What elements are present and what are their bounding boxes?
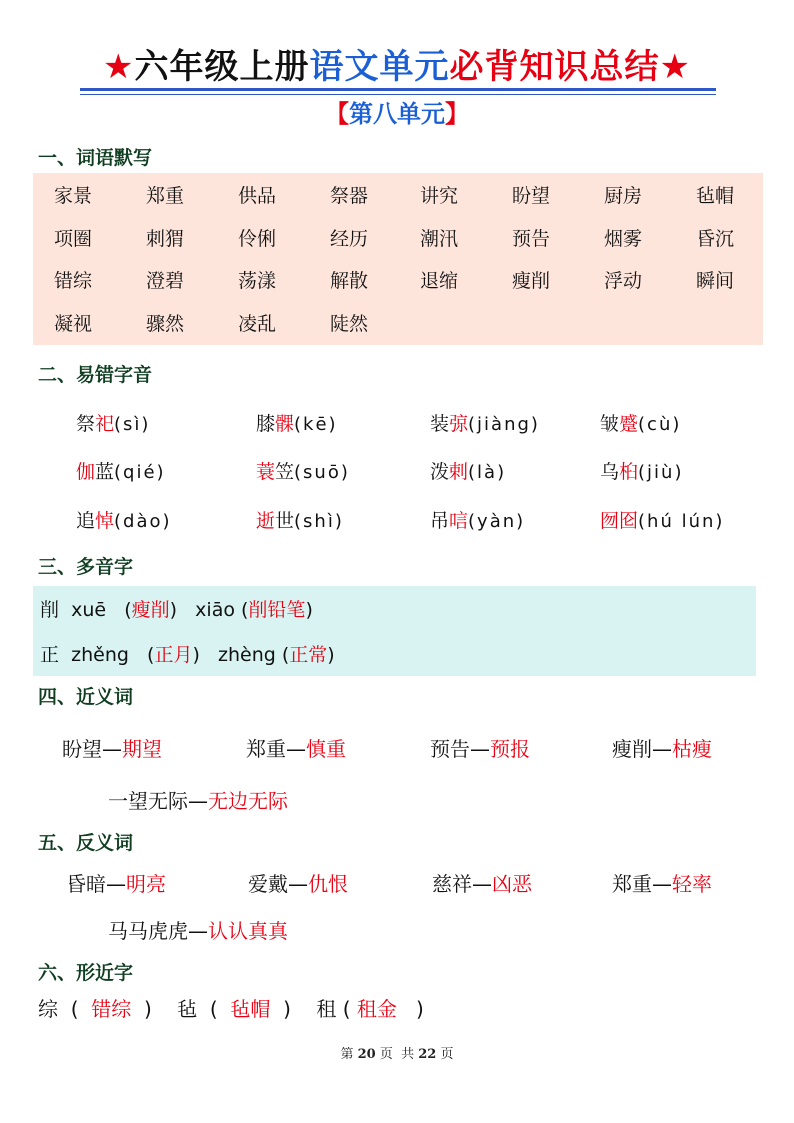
- pinyin: (qié): [114, 462, 166, 483]
- vocab-word: 昏沉: [696, 228, 735, 250]
- vocab-word: 厨房: [604, 185, 643, 207]
- vocab-word: 解散: [330, 270, 369, 292]
- pinyin: (jiù): [638, 462, 684, 483]
- antonym-pair: [248, 870, 348, 898]
- pron-char: 乌: [600, 461, 620, 483]
- title-subject: 语文单元: [309, 47, 450, 87]
- synonym-pair-match: 无边无际: [208, 789, 288, 813]
- vocab-word: 退缩: [420, 270, 459, 292]
- vocab-word: 荡漾: [238, 270, 277, 292]
- pron-char-highlight: 囫囵: [600, 510, 639, 532]
- bracket-right: 】: [445, 100, 469, 128]
- dash: —: [470, 737, 490, 761]
- pronunciation-item: [430, 508, 525, 535]
- synonym-pair: [62, 735, 162, 763]
- dash: —: [652, 872, 672, 896]
- polyphone-char: 正: [40, 644, 60, 666]
- title-summary: 必背知识总结: [449, 47, 660, 87]
- vocab-word: 盼望: [512, 185, 551, 207]
- vocab-word: 毡帽: [696, 185, 735, 207]
- antonym-pair-word: 慈祥: [432, 872, 472, 896]
- pron-char: 追: [76, 510, 96, 532]
- dash: —: [102, 737, 122, 761]
- pronunciation-item: [76, 411, 150, 438]
- pron-char: 祭: [76, 413, 96, 435]
- pron-char-highlight: 弶: [449, 413, 469, 435]
- pinyin: (sì): [114, 414, 151, 435]
- antonym-pair-match: 仇恨: [308, 872, 348, 896]
- vocab-word: 供品: [238, 185, 277, 207]
- synonym-pair-match: 预报: [490, 737, 530, 761]
- vocab-box: [33, 173, 763, 345]
- polyphone-word: 瘦削: [131, 599, 170, 621]
- pronunciation-item: [256, 459, 350, 486]
- polyphone-reading: zhèng: [218, 644, 276, 666]
- pron-char: 蓝: [95, 461, 115, 483]
- page-title: [0, 44, 794, 90]
- pronunciation-item: [600, 508, 724, 535]
- polyphone-reading: xuē: [71, 599, 107, 621]
- similar-char: 毡: [177, 997, 198, 1021]
- antonym-pair-match: 明亮: [126, 872, 166, 896]
- pron-char: 笠: [275, 461, 295, 483]
- pron-char-highlight: 祀: [95, 413, 115, 435]
- similar-chars-row: 综 ( 错综 ) 毡 ( 毡帽 ) 租 ( 租金 ): [38, 997, 424, 1021]
- vocab-word: 潮汛: [420, 228, 459, 250]
- pron-char-highlight: 桕: [619, 461, 639, 483]
- similar-word: 错综: [91, 997, 132, 1021]
- antonym-pair: [108, 917, 288, 945]
- pinyin: (hú lún): [638, 511, 725, 532]
- footer-text: 第: [340, 1047, 354, 1062]
- pronunciation-item: [430, 459, 506, 486]
- dash: —: [472, 872, 492, 896]
- pronunciation-item: [430, 411, 540, 438]
- pronunciation-item: [76, 459, 166, 486]
- section-title-pronunciation: 二、易错字音: [38, 364, 153, 386]
- pron-char-highlight: 剌: [449, 461, 469, 483]
- pron-char-highlight: 逝: [256, 510, 276, 532]
- antonym-pair-word: 昏暗: [66, 872, 106, 896]
- vocab-word: 瞬间: [696, 270, 735, 292]
- vocab-word: 刺猬: [146, 228, 185, 250]
- synonym-pair-word: 盼望: [62, 737, 102, 761]
- similar-char: 租: [316, 997, 337, 1021]
- pron-char: 泼: [430, 461, 450, 483]
- page-number: 20: [357, 1047, 376, 1062]
- polyphone-reading: xiāo: [195, 599, 235, 621]
- pron-char-highlight: 髁: [275, 413, 295, 435]
- antonym-pair: [432, 870, 532, 898]
- polyphone-word: 正常: [289, 644, 328, 666]
- vocab-word: 祭器: [330, 185, 369, 207]
- polyphone-word: 正月: [154, 644, 193, 666]
- polyphone-reading: zhěng: [71, 644, 129, 666]
- vocab-word: 骤然: [146, 313, 185, 335]
- vocab-word: 错综: [54, 270, 93, 292]
- pronunciation-item: [600, 411, 681, 438]
- vocab-word: 经历: [330, 228, 369, 250]
- pron-char: 膝: [256, 413, 276, 435]
- pinyin: (dào): [114, 511, 172, 532]
- antonym-pair-match: 凶恶: [492, 872, 532, 896]
- synonym-pair-word: 郑重: [246, 737, 286, 761]
- section-title-antonyms: 五、反义词: [38, 832, 134, 854]
- dash: —: [652, 737, 672, 761]
- pron-char: 皱: [600, 413, 620, 435]
- vocab-word: 家景: [54, 185, 93, 207]
- section-title-synonyms: 四、近义词: [38, 686, 134, 708]
- dash: —: [106, 872, 126, 896]
- antonym-pair: [66, 870, 166, 898]
- star-icon: ★: [659, 47, 691, 87]
- pron-char: 世: [275, 510, 295, 532]
- bracket-left: 【: [325, 100, 349, 128]
- footer-text: 页 共: [379, 1047, 415, 1062]
- polyphone-row: 正 zhěng (正月) zhèng (正常): [40, 644, 335, 666]
- vocab-word: 瘦削: [512, 270, 551, 292]
- vocab-word: 讲究: [420, 185, 459, 207]
- title-grade: 六年级上册: [134, 47, 310, 87]
- pronunciation-item: [600, 459, 684, 486]
- pronunciation-item: [256, 411, 338, 438]
- section-title-polyphones: 三、多音字: [38, 556, 134, 578]
- pron-char: 装: [430, 413, 450, 435]
- vocab-word: 陡然: [330, 313, 369, 335]
- synonym-pair-word: 瘦削: [612, 737, 652, 761]
- dash: —: [288, 872, 308, 896]
- section-title-similar-chars: 六、形近字: [38, 962, 134, 984]
- vocab-word: 凝视: [54, 313, 93, 335]
- pinyin: (jiàng): [468, 414, 540, 435]
- similar-word: 毡帽: [230, 997, 271, 1021]
- page-footer: [0, 1043, 794, 1062]
- dash: —: [286, 737, 306, 761]
- section-title-vocab: 一、词语默写: [38, 147, 153, 169]
- pron-char-highlight: 唁: [449, 510, 469, 532]
- page-total: 22: [418, 1047, 437, 1062]
- vocab-word: 凌乱: [238, 313, 277, 335]
- synonym-pair-match: 枯瘦: [672, 737, 712, 761]
- antonym-pair-word: 爱戴: [248, 872, 288, 896]
- synonym-pair-word: 一望无际: [108, 789, 188, 813]
- vocab-word: 项圈: [54, 228, 93, 250]
- synonym-pair-word: 预告: [430, 737, 470, 761]
- title-underline-thin: [80, 94, 716, 95]
- synonym-pair: [612, 735, 712, 763]
- antonym-pair-word: 马马虎虎: [108, 919, 188, 943]
- pron-char-highlight: 蓑: [256, 461, 276, 483]
- title-underline: [80, 88, 716, 91]
- polyphone-word: 削铅笔: [248, 599, 306, 621]
- similar-word: 租金: [356, 997, 397, 1021]
- pron-char: 吊: [430, 510, 450, 532]
- dash: —: [188, 789, 208, 813]
- vocab-word: 郑重: [146, 185, 185, 207]
- pinyin: (kē): [294, 414, 338, 435]
- star-icon: ★: [103, 47, 135, 87]
- pron-char-highlight: 伽: [76, 461, 96, 483]
- pron-char-highlight: 蹙: [619, 413, 639, 435]
- pinyin: (là): [468, 462, 507, 483]
- footer-text: 页: [440, 1047, 454, 1062]
- vocab-word: 浮动: [604, 270, 643, 292]
- unit-subtitle: [0, 96, 794, 132]
- antonym-pair: [612, 870, 712, 898]
- synonym-pair: [108, 787, 288, 815]
- synonym-pair: [430, 735, 530, 763]
- vocab-word: 预告: [512, 228, 551, 250]
- polyphone-char: 削: [40, 599, 60, 621]
- pron-char-highlight: 悼: [95, 510, 115, 532]
- pronunciation-item: [76, 508, 172, 535]
- vocab-word: 烟雾: [604, 228, 643, 250]
- antonym-pair-match: 轻率: [672, 872, 712, 896]
- vocab-word: 澄碧: [146, 270, 185, 292]
- vocab-word: 伶俐: [238, 228, 277, 250]
- antonym-pair-word: 郑重: [612, 872, 652, 896]
- pinyin: (shì): [294, 511, 344, 532]
- pinyin: (cù): [638, 414, 682, 435]
- dash: —: [188, 919, 208, 943]
- pinyin: (yàn): [468, 511, 526, 532]
- synonym-pair-match: 期望: [122, 737, 162, 761]
- synonym-pair-match: 慎重: [306, 737, 346, 761]
- synonym-pair: [246, 735, 346, 763]
- polyphone-row: 削 xuē (瘦削) xiāo (削铅笔): [40, 599, 313, 621]
- unit-name: 第八单元: [349, 100, 445, 128]
- antonym-pair-match: 认认真真: [208, 919, 288, 943]
- pinyin: (suō): [294, 462, 350, 483]
- pronunciation-item: [256, 508, 344, 535]
- similar-char: 综: [38, 997, 58, 1021]
